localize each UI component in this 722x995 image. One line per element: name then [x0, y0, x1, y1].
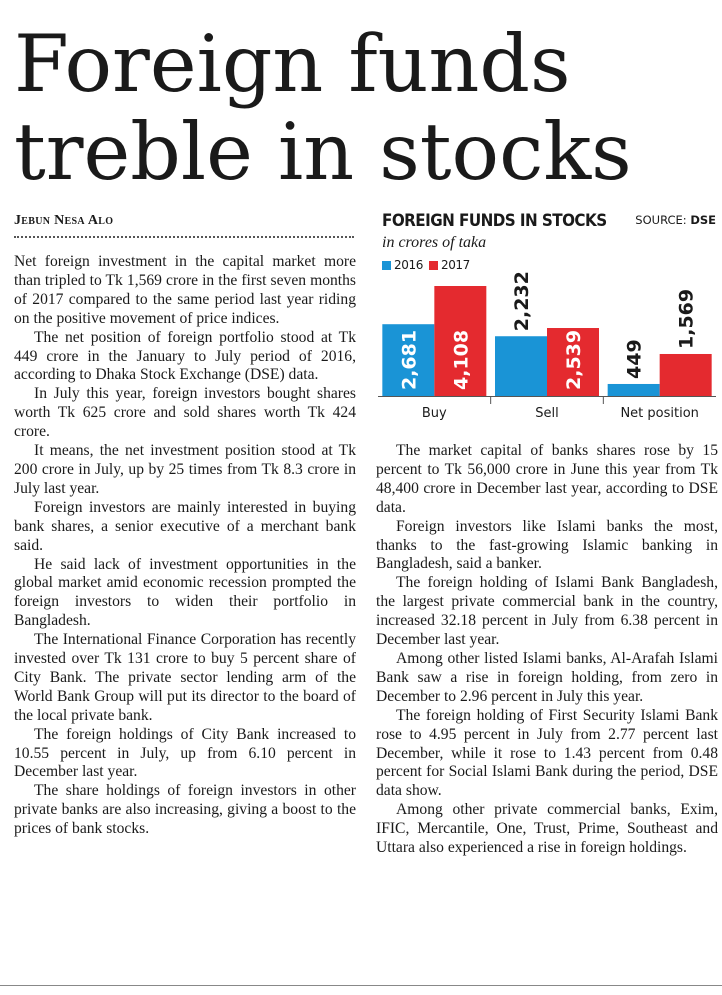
paragraph: The foreign holding of First Security Islami Bank rose to 4.95 percent in July from 2.77 percent last December, while it rose to 1.43 percent from 0.48 percent for Social Islami Bank during the period, DSE data show.: [376, 706, 718, 800]
paragraph: Among other listed Islami banks, Al-Arafah Islami Bank saw a rise in foreign holding, from zero in December to 2.96 percent in July this year.: [376, 649, 718, 705]
article-column-right: [376, 442, 718, 858]
page-bottom-rule: [0, 985, 722, 986]
data-label-2016-net-position: 449: [623, 339, 646, 379]
category-label-net-position: Net position: [620, 406, 699, 421]
paragraph: The market capital of banks shares rose by 15 percent to Tk 56,000 crore in June this year from Tk 48,400 crore in December last year, according to DSE data.: [376, 442, 718, 516]
legend-label-2016: 2016: [394, 258, 423, 272]
category-label-sell: Sell: [535, 406, 559, 421]
chart-foreign-funds: [376, 205, 720, 435]
data-label-2017-buy: 4,108: [450, 329, 473, 390]
data-label-2017-net-position: 1,569: [675, 288, 698, 349]
chart-plot: [376, 205, 720, 435]
legend-label-2017: 2017: [440, 258, 470, 272]
paragraph: In July this year, foreign investors bought shares worth Tk 625 crore and sold shares worth Tk 424 crore.: [14, 385, 356, 441]
data-label-2016-buy: 2,681: [398, 329, 421, 390]
paragraph: The share holdings of foreign investors in other private banks are also increasing, giving a boost to the prices of bank stocks.: [14, 782, 356, 838]
headline-line-2: treble in stocks: [14, 106, 632, 198]
chart-source-label: SOURCE:: [635, 213, 687, 227]
byline-divider: [14, 236, 354, 238]
data-label-2016-sell: 2,232: [511, 271, 533, 332]
paragraph: Foreign investors are mainly interested in buying bank shares, a senior executive of a merchant bank said.: [14, 498, 356, 554]
chart-source-value: DSE: [690, 213, 716, 227]
paragraph: The foreign holdings of City Bank increased to 10.55 percent in July, up from 6.10 percent in December last year.: [14, 725, 356, 781]
byline-author: Jebun Nesa Alo: [14, 213, 114, 228]
headline-line-1: Foreign funds: [14, 18, 571, 110]
bar-2017-net-position: [660, 354, 712, 396]
paragraph: Net foreign investment in the capital market more than tripled to Tk 1,569 crore in the first seven months of 2017 compared to the same period last year riding on the positive movement of price indices.: [14, 253, 356, 327]
chart-title: FOREIGN FUNDS IN STOCKS: [382, 211, 607, 230]
paragraph: The net position of foreign portfolio stood at Tk 449 crore in the January to July period of 2016, according to Dhaka Stock Exchange (DSE) data.: [14, 328, 356, 384]
paragraph: Among other private commercial banks, Exim, IFIC, Mercantile, One, Trust, Prime, Southeast and Uttara also experienced a rise in foreign holdings.: [376, 801, 718, 857]
paragraph: The International Finance Corporation has recently invested over Tk 131 crore to buy 5 percent share of City Bank. The private sector lending arm of the World Bank Group will put its director to the board of the local private bank.: [14, 631, 356, 724]
bar-2016-sell: [495, 336, 547, 396]
category-label-buy: Buy: [421, 406, 447, 421]
paragraph: He said lack of investment opportunities in the global market amid economic recession prompted the foreign investors to widen their portfolio in Bangladesh.: [14, 555, 356, 630]
article-column-left: [14, 253, 356, 839]
headline: [14, 20, 714, 196]
paragraph: Foreign investors like Islami banks the most, thanks to the fast-growing Islamic banking in Bangladesh, said a banker.: [376, 517, 718, 573]
data-label-2017-sell: 2,539: [563, 329, 585, 390]
paragraph: The foreign holding of Islami Bank Bangladesh, the largest private commercial bank in the country, increased 32.18 percent in July from 6.38 percent in December last year.: [376, 574, 718, 649]
chart-subtitle: in crores of taka: [382, 234, 487, 251]
byline: [14, 213, 113, 229]
bar-2016-net-position: [608, 384, 660, 396]
paragraph: It means, the net investment position stood at Tk 200 crore in July, up by 25 times from Tk 8.3 crore in July last year.: [14, 442, 356, 497]
